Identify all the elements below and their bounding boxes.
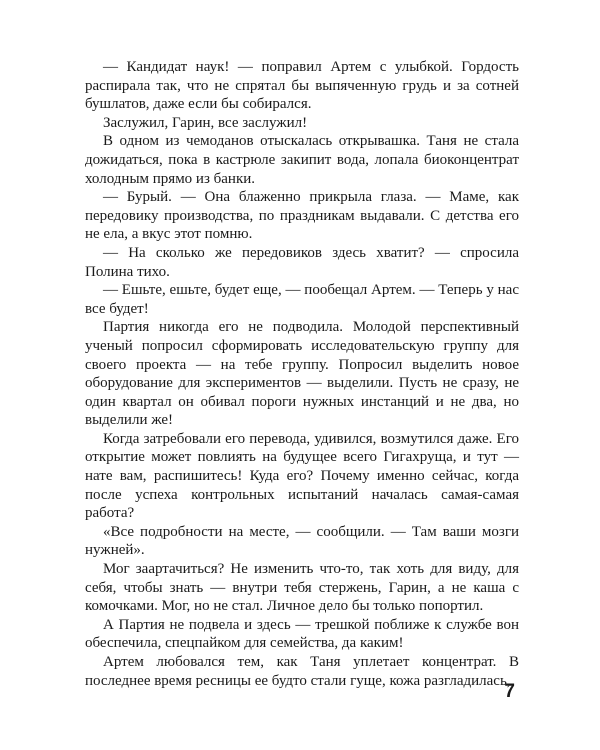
body-text (85, 58, 519, 690)
paragraph: Заслужил, Гарин, все заслужил! (103, 114, 308, 131)
paragraph: — Кандидат наук! — поправил Артем с улыбкой. Гордость распирала так, что не спрятал бы выпяченную грудь и за сотней бушлатов, даже если бы собирался. (85, 59, 519, 113)
paragraph: Когда затребовали его перевода, удивился, возмутился даже. Его открытие может повлиять на будущее всего Гигахруща, и тут — нате вам, распишитесь! Куда его? Почему именно сейчас, когда после успеха контрольных испытаний началась самая-самая работа? (85, 430, 519, 522)
paragraph: — На сколько же передовиков здесь хватит? — спросила Полина тихо. (85, 244, 519, 280)
paragraph: В одном из чемоданов отыскалась открывашка. Таня не стала дожидаться, пока в кастрюле закипит вода, лопала биоконцентрат холодным прямо из банки. (85, 133, 519, 187)
paragraph: — Ешьте, ешьте, будет еще, — пообещал Артем. — Теперь у нас все будет! (85, 282, 519, 317)
paragraph: А Партия не подвела и здесь — трешкой поближе к службе вон обеспечила, спецпайком для семейства, да каким! (85, 616, 519, 652)
paragraph: Мог заартачиться? Не изменить что-то, так хоть для виду, для себя, чтобы знать — внутри тебя стержень, Гарин, а не каша с комочками. Мог, но не стал. Личное дело бы только попортил. (85, 561, 519, 615)
paragraph: — Бурый. — Она блаженно прикрыла глаза. — Маме, как передовику производства, по праздникам выдавали. С детства его не ела, а вкус этот помню. (85, 189, 519, 243)
paragraph: Партия никогда его не подводила. Молодой перспективный ученый попросил сформировать исследовательскую группу для своего проекта — на тебе группу. Попросил выделить новое оборудование для экспериментов — выделили. Пусть не сразу, не один квартал он обивал пороги нужных инстанций и не два, но выделили же! (85, 319, 519, 429)
paragraph: «Все подробности на месте, — сообщили. — Там ваши мозги нужней». (85, 523, 519, 559)
paragraph: Артем любовался тем, как Таня уплетает концентрат. В последнее время ресницы ее будто стали гуще, кожа разгладилась, (85, 654, 519, 689)
page-number: 7 (504, 681, 515, 702)
